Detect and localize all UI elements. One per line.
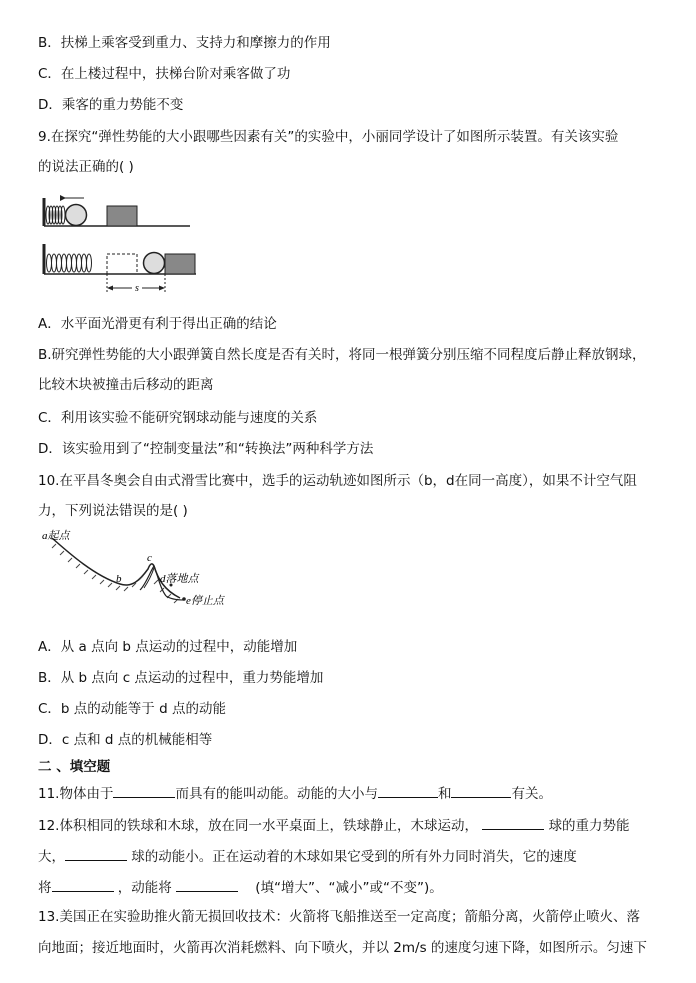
q11-text-2: 而具有的能叫动能。动能的大小与 xyxy=(175,786,378,802)
q11-blank-3[interactable] xyxy=(451,783,511,798)
q11-blank-2[interactable] xyxy=(378,783,438,798)
q9-block-bottom xyxy=(165,254,195,274)
q9-option-d: D．该实验用到了“控制变量法”和“转换法”两种科学方法 xyxy=(38,441,374,457)
q13-line2: 向地面；接近地面时，火箭再次消耗燃料、向下喷火，并以 2m/s 的速度匀速下降，如图所示。匀速下 xyxy=(38,940,647,956)
q9-block-top xyxy=(107,206,137,226)
q12-line3 xyxy=(38,877,443,897)
q9-option-b-line1: B.研究弹性势能的大小跟弹簧自然长度是否有关时，将同一根弹簧分别压缩不同程度后静止释放钢球， xyxy=(38,347,646,363)
q12-line1 xyxy=(38,815,630,835)
q10-label-c: c xyxy=(147,552,152,564)
q10-label-a: a起点 xyxy=(42,530,70,542)
q12-text-3a: 将 xyxy=(38,880,52,896)
q11-text-3: 和 xyxy=(437,786,452,802)
q10-label-e: e停止点 xyxy=(186,595,224,607)
q13-line1: 13.美国正在实验助推火箭无损回收技术：火箭将飞船推送至一定高度；箭船分离，火箭停止喷火、落 xyxy=(38,909,640,925)
q11-line xyxy=(38,783,552,803)
q8-option-b: B．扶梯上乘客受到重力、支持力和摩擦力的作用 xyxy=(38,35,331,51)
q10-ski-track-figure xyxy=(40,524,240,614)
q9-ball-bottom xyxy=(144,253,165,274)
q10-label-b: b xyxy=(116,573,122,585)
q9-distance-label: s xyxy=(135,283,139,294)
q11-text-1: 11.物体由于 xyxy=(38,786,114,802)
q9-option-a: A．水平面光滑更有利于得出正确的结论 xyxy=(38,316,277,332)
q9-option-c: C．利用该实验不能研究钢球动能与速度的关系 xyxy=(38,410,318,426)
q9-block-original-position xyxy=(107,254,137,274)
q12-blank-3[interactable] xyxy=(52,877,114,892)
q12-blank-2[interactable] xyxy=(65,846,127,861)
q10-track xyxy=(52,538,186,603)
q10-label-d: d落地点 xyxy=(160,573,199,585)
q10-stem-line2: 力，下列说法错误的是( ) xyxy=(38,503,188,519)
q10-option-d: D．c 点和 d 点的机械能相等 xyxy=(38,732,213,748)
q8-option-d: D．乘客的重力势能不变 xyxy=(38,97,184,113)
q9-stem-line1: 9.在探究“弹性势能的大小跟哪些因素有关”的实验中，小丽同学设计了如图所示装置。有关该实验 xyxy=(38,129,619,145)
q12-text-1a: 12.体积相同的铁球和木球，放在同一水平桌面上，铁球静止，木球运动， xyxy=(38,818,478,834)
q11-blank-1[interactable] xyxy=(113,783,175,798)
q12-blank-1[interactable] xyxy=(482,815,544,830)
q12-text-3c: (填“增大”、“减小”或“不变”)。 xyxy=(255,880,443,896)
q12-text-2b: 球的动能小。正在运动着的木球如果它受到的所有外力同时消失，它的速度 xyxy=(131,849,577,865)
q9-ball-top xyxy=(66,205,87,226)
q9-option-b-line2: 比较木块被撞击后移动的距离 xyxy=(38,377,214,393)
q8-option-c: C．在上楼过程中，扶梯台阶对乘客做了功 xyxy=(38,66,291,82)
q10-stem-line1: 10.在平昌冬奥会自由式滑雪比赛中，选手的运动轨迹如图所示（b，d在同一高度），如果不计空气阻 xyxy=(38,473,637,489)
q12-line2 xyxy=(38,846,577,866)
q12-blank-4[interactable] xyxy=(176,877,238,892)
q9-bottom-setup xyxy=(44,244,196,294)
q11-text-4: 有关。 xyxy=(511,786,552,802)
q9-stem-line2: 的说法正确的( ) xyxy=(38,159,134,175)
q10-option-c: C．b 点的动能等于 d 点的动能 xyxy=(38,701,226,717)
q12-text-1b: 球的重力势能 xyxy=(548,818,630,834)
q12-text-3b: ，动能将 xyxy=(117,880,172,896)
q12-text-2a: 大， xyxy=(38,849,65,865)
q10-option-a: A．从 a 点向 b 点运动的过程中，动能增加 xyxy=(38,639,298,655)
section-title-fill-in: 二 、填空题 xyxy=(38,759,111,775)
q9-top-setup xyxy=(44,195,190,226)
q10-option-b: B．从 b 点向 c 点运动的过程中，重力势能增加 xyxy=(38,670,324,686)
q9-spring-figure xyxy=(40,192,200,297)
